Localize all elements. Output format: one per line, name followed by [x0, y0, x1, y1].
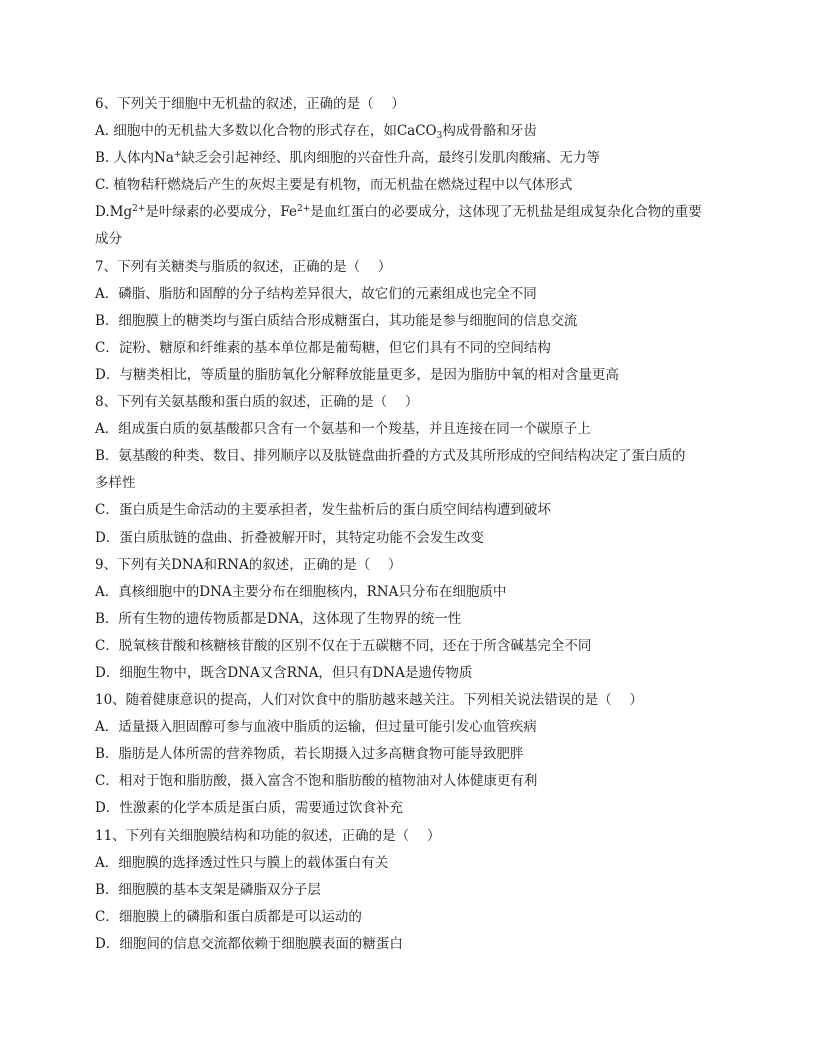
question-10-option-b: B．脂肪是人体所需的营养物质，若长期摄入过多高糖食物可能导致肥胖: [95, 746, 524, 763]
question-10-option-c: C．相对于饱和脂肪酸，摄入富含不饱和脂肪酸的植物油对人体健康更有利: [95, 773, 538, 790]
question-7: [95, 254, 735, 389]
question-7-option-d: D．与糖类相比，等质量的脂肪氧化分解释放能量更多，是因为脂肪中氧的相对含量更高: [95, 366, 619, 383]
question-6-option-b: B. 人体内Na+缺乏会引起神经、肌肉细胞的兴奋性升高，最终引发肌肉酸痛、无力等: [95, 150, 600, 167]
question-6-option-c: C. 植物秸秆燃烧后产生的灰烬主要是有机物，而无机盐在燃烧过程中以气体形式: [95, 177, 573, 194]
question-7-option-c: C．淀粉、糖原和纤维素的基本单位都是葡萄糖，但它们具有不同的空间结构: [95, 339, 551, 356]
question-9-stem: 9、下列有关DNA和RNA的叙述，正确的是（ ）: [95, 556, 402, 573]
question-6-option-a: A. 细胞中的无机盐大多数以化合物的形式存在，如CaCO$_3$构成骨骼和牙齿: [95, 123, 537, 142]
question-11-option-c: C．细胞膜上的磷脂和蛋白质都是可以运动的: [95, 908, 362, 925]
question-10: [95, 687, 735, 822]
question-6-option-d: $D.Mg^{2+}$是叶绿素的必要成分，$Fe^{2+}$是血红蛋白的必要成分，这体现了无机盐是组成复杂化合物的重要: [95, 204, 702, 221]
question-6-option-d-continued: 成分: [95, 231, 122, 248]
question-7-option-b: B．细胞膜上的糖类均与蛋白质结合形成糖蛋白，其功能是参与细胞间的信息交流: [95, 312, 578, 329]
question-11: [95, 823, 735, 958]
question-8-option-c: C．蛋白质是生命活动的主要承担者，发生盐析后的蛋白质空间结构遭到破坏: [95, 502, 551, 519]
question-9-option-b: B．所有生物的遗传物质都是DNA，这体现了生物界的统一性: [95, 610, 462, 627]
question-10-stem: 10、随着健康意识的提高，人们对饮食中的脂肪越来越关注。下列相关说法错误的是（ ）: [95, 692, 643, 709]
question-7-option-a: A．磷脂、脂肪和固醇的分子结构差异很大，故它们的元素组成也完全不同: [95, 285, 537, 302]
question-9: [95, 552, 735, 687]
question-8-stem: 8、下列有关氨基酸和蛋白质的叙述，正确的是（ ）: [95, 394, 419, 411]
question-11-option-d: D．细胞间的信息交流都依赖于细胞膜表面的糖蛋白: [95, 935, 403, 952]
question-11-option-b: B．细胞膜的基本支架是磷脂双分子层: [95, 881, 321, 898]
question-10-option-d: D．性激素的化学本质是蛋白质，需要通过饮食补充: [95, 800, 403, 817]
question-6-stem: 6、下列关于细胞中无机盐的叙述，正确的是（ ）: [95, 96, 405, 112]
question-7-stem: 7、下列有关糖类与脂质的叙述，正确的是（ ）: [95, 258, 392, 275]
question-6: [95, 91, 735, 254]
question-11-stem: 11、下列有关细胞膜结构和功能的叙述，正确的是（ ）: [95, 827, 441, 844]
question-9-option-d: D．细胞生物中，既含DNA又含RNA，但只有DNA是遗传物质: [95, 664, 473, 681]
question-8-option-d: D．蛋白质肽链的盘曲、折叠被解开时，其特定功能不会发生改变: [95, 529, 484, 546]
worksheet-page: [95, 91, 735, 958]
question-8-option-b: B．氨基酸的种类、数目、排列顺序以及肽链盘曲折叠的方式及其所形成的空间结构决定了蛋白质的: [95, 448, 686, 465]
question-9-option-c: C．脱氧核苷酸和核糖核苷酸的区别不仅在于五碳糖不同，还在于所含碱基完全不同: [95, 637, 592, 654]
question-10-option-a: A．适量摄入胆固醇可参与血液中脂质的运输，但过量可能引发心血管疾病: [95, 719, 537, 736]
question-8-option-b-continued: 多样性: [95, 475, 136, 492]
question-9-option-a: A．真核细胞中的DNA主要分布在细胞核内，RNA只分布在细胞质中: [95, 583, 507, 600]
question-8: [95, 389, 735, 552]
question-8-option-a: A．组成蛋白质的氨基酸都只含有一个氨基和一个羧基，并且连接在同一个碳原子上: [95, 421, 591, 438]
question-11-option-a: A．细胞膜的选择透过性只与膜上的载体蛋白有关: [95, 854, 389, 871]
